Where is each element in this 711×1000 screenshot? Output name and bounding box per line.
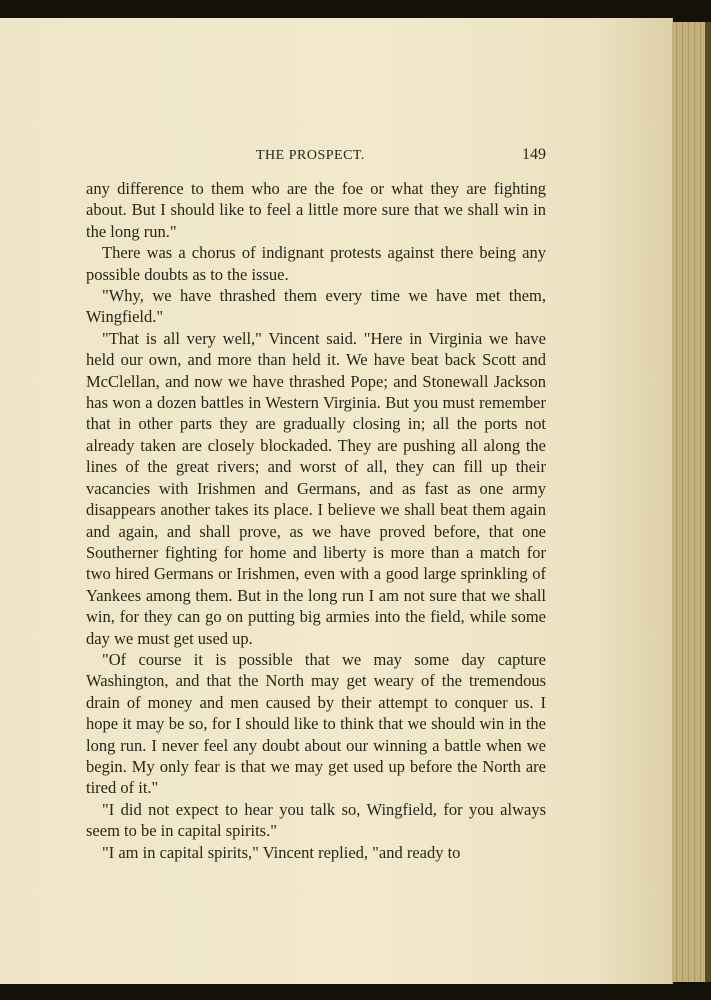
paragraph: "Why, we have thrashed them every time we have met them, Wingfield." [86, 286, 546, 327]
running-title: THE PROSPECT. [256, 148, 365, 163]
book-page [0, 18, 673, 984]
paragraph: There was a chorus of indignant protests against there being any possible doubts as to the issue. [86, 243, 546, 284]
page-number: 149 [522, 146, 546, 163]
paragraph: "Of course it is possible that we may some day capture Washington, and that the North may get weary of the tremendous drain of money and men caused by their attempt to conquer us. I hope it may be so, for I should like to think that we should win in the long run. I never feel any doubt about our winning a battle when we begin. My only fear is that we may get used up before the North are tired of it." [86, 649, 546, 798]
page-edges [672, 22, 711, 982]
paragraph: "That is all very well," Vincent said. "Here in Virginia we have held our own, and more than held it. We have beat back Scott and McClellan, and now we have thrashed Pope; and Stonewall Jackson has won a dozen battles in Western Virginia. But you must remember that in other parts they are gradually closing in; all the ports not already taken are closely blockaded. They are pushing all along the lines of the great rivers; and worst of all, they can fill up their vacancies with Irishmen and Germans, and as fast as one army disappears another takes its place. I believe we shall beat them again and again, and shall prove, as we have proved before, that one Southerner fighting for home and liberty is more than a match for two hired Germans or Irishmen, even with a good large sprinkling of Yankees among them. But in the long run I am not sure that we shall win, for they can go on putting big armies into the field, while some day we must get used up. [86, 328, 546, 648]
page-header [86, 148, 546, 168]
body-text [86, 178, 546, 863]
paragraph: "I did not expect to hear you talk so, Wingfield, for you always seem to be in capital spirits." [86, 799, 546, 841]
book-cover-edge [705, 22, 711, 982]
paragraph: "I am in capital spirits," Vincent replied, "and ready to [102, 842, 461, 862]
paragraph: any difference to them who are the foe or what they are fighting about. But I should like to feel a little more sure that we shall win in the long run." [86, 179, 546, 241]
